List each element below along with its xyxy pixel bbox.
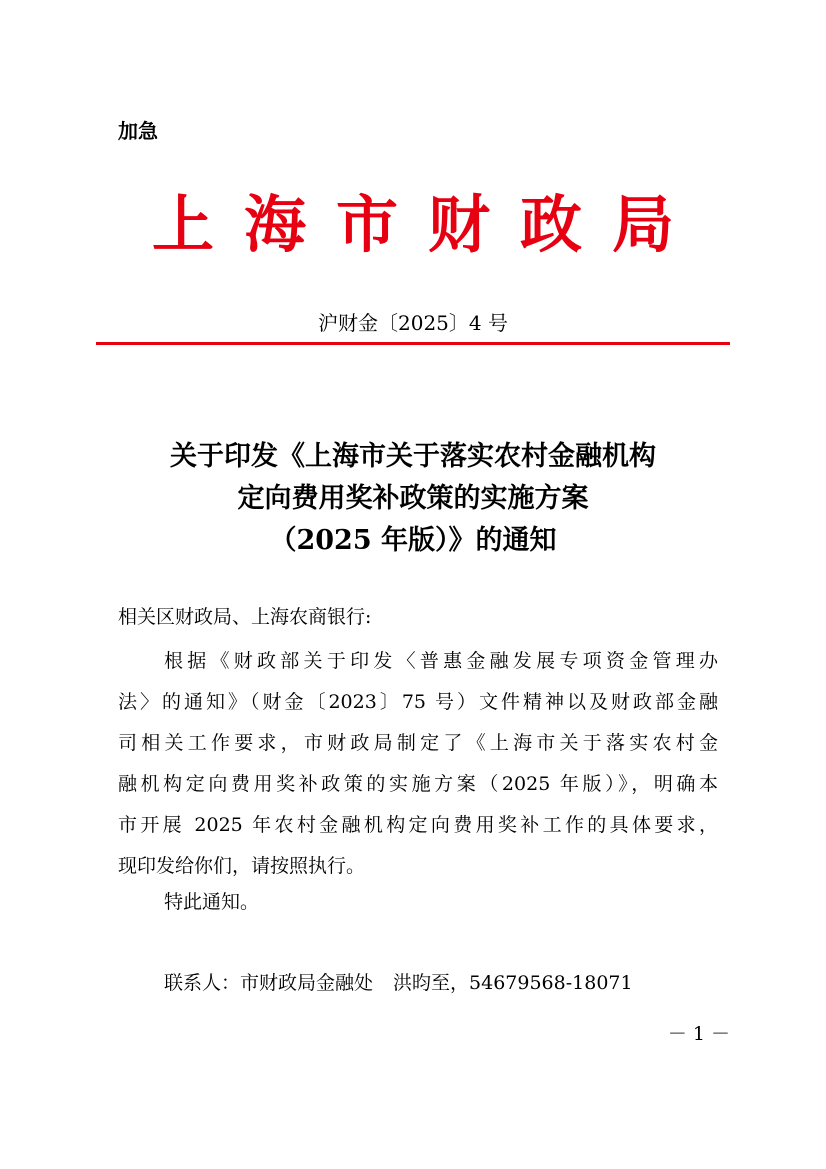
document-number: 沪财金〔2025〕4 号 — [318, 311, 508, 335]
red-separator-line — [96, 342, 730, 345]
contact-person: 洪昀至，54679568-18071 — [393, 972, 633, 994]
body-line-3: 司相关工作要求，市财政局制定了《上海市关于落实农村金 — [118, 732, 718, 754]
body-paragraph — [118, 641, 718, 887]
contact-info — [164, 967, 633, 1000]
urgency-mark: 加急 — [118, 119, 158, 143]
closing-remark: 特此通知。 — [164, 891, 260, 913]
body-line-1: 根据《财政部关于印发〈普惠金融发展专项资金管理办 — [164, 650, 718, 672]
body-line-5: 市开展 2025 年农村金融机构定向费用奖补工作的具体要求， — [118, 814, 718, 836]
title-line-2: 定向费用奖补政策的实施方案 — [237, 483, 589, 514]
title-line-1: 关于印发《上海市关于落实农村金融机构 — [170, 441, 656, 472]
body-line-4: 融机构定向费用奖补政策的实施方案（2025 年版）》，明确本 — [118, 773, 718, 795]
page-number: － 1 － — [667, 1023, 730, 1045]
title-line-3: （2025 年版）》的通知 — [269, 525, 557, 556]
body-line-6: 现印发给你们，请按照执行。 — [118, 855, 366, 877]
document-title — [96, 436, 730, 562]
contact-label: 联系人：市财政局金融处 — [164, 972, 374, 994]
salutation: 相关区财政局、上海农商银行: — [118, 606, 372, 628]
body-line-2: 法〉的通知》（财金〔2023〕75 号）文件精神以及财政部金融 — [118, 691, 718, 713]
issuer-header: 上海市财政局 — [151, 188, 704, 261]
